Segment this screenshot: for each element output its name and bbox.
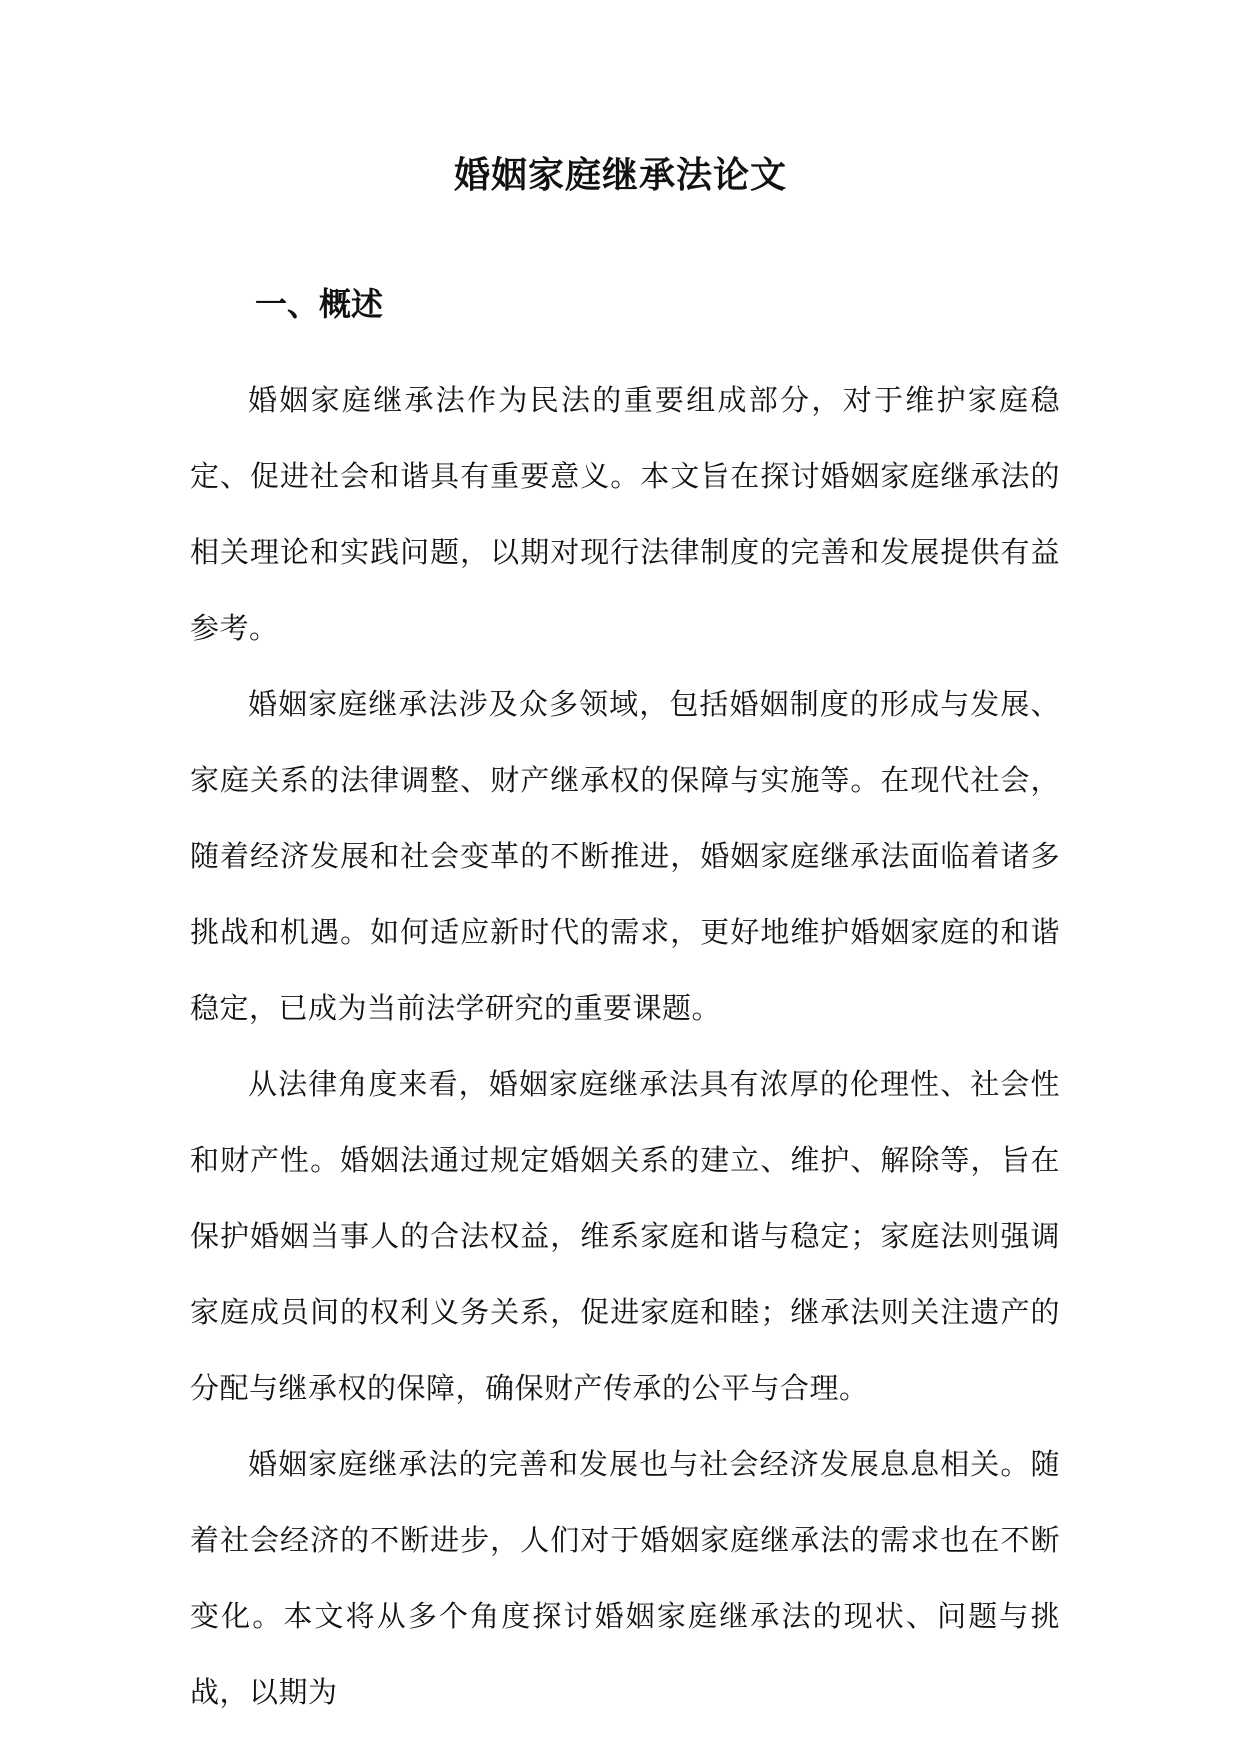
paragraph-4: 婚姻家庭继承法的完善和发展也与社会经济发展息息相关。随着社会经济的不断进步，人们对于婚姻家庭继承法的需求也在不断变化。本文将从多个角度探讨婚姻家庭继承法的现状、问题与挑战，以期为 (190, 1447, 1060, 1709)
paragraph-1: 婚姻家庭继承法作为民法的重要组成部分，对于维护家庭稳定、促进社会和谐具有重要意义。本文旨在探讨婚姻家庭继承法的相关理论和实践问题，以期对现行法律制度的完善和发展提供有益参考。 (190, 383, 1060, 645)
section-body (190, 362, 1060, 1730)
paragraph-2: 婚姻家庭继承法涉及众多领域，包括婚姻制度的形成与发展、家庭关系的法律调整、财产继承权的保障与实施等。在现代社会，随着经济发展和社会变革的不断推进，婚姻家庭继承法面临着诸多挑战和机遇。如何适应新时代的需求，更好地维护婚姻家庭的和谐稳定，已成为当前法学研究的重要课题。 (190, 687, 1060, 1025)
section-heading: 一、概述 (255, 285, 384, 323)
paragraph-3: 从法律角度来看，婚姻家庭继承法具有浓厚的伦理性、社会性和财产性。婚姻法通过规定婚姻关系的建立、维护、解除等，旨在保护婚姻当事人的合法权益，维系家庭和谐与稳定；家庭法则强调家庭成员间的权利义务关系，促进家庭和睦；继承法则关注遗产的分配与继承权的保障，确保财产传承的公平与合理。 (190, 1067, 1060, 1405)
document-title: 婚姻家庭继承法论文 (453, 154, 787, 196)
